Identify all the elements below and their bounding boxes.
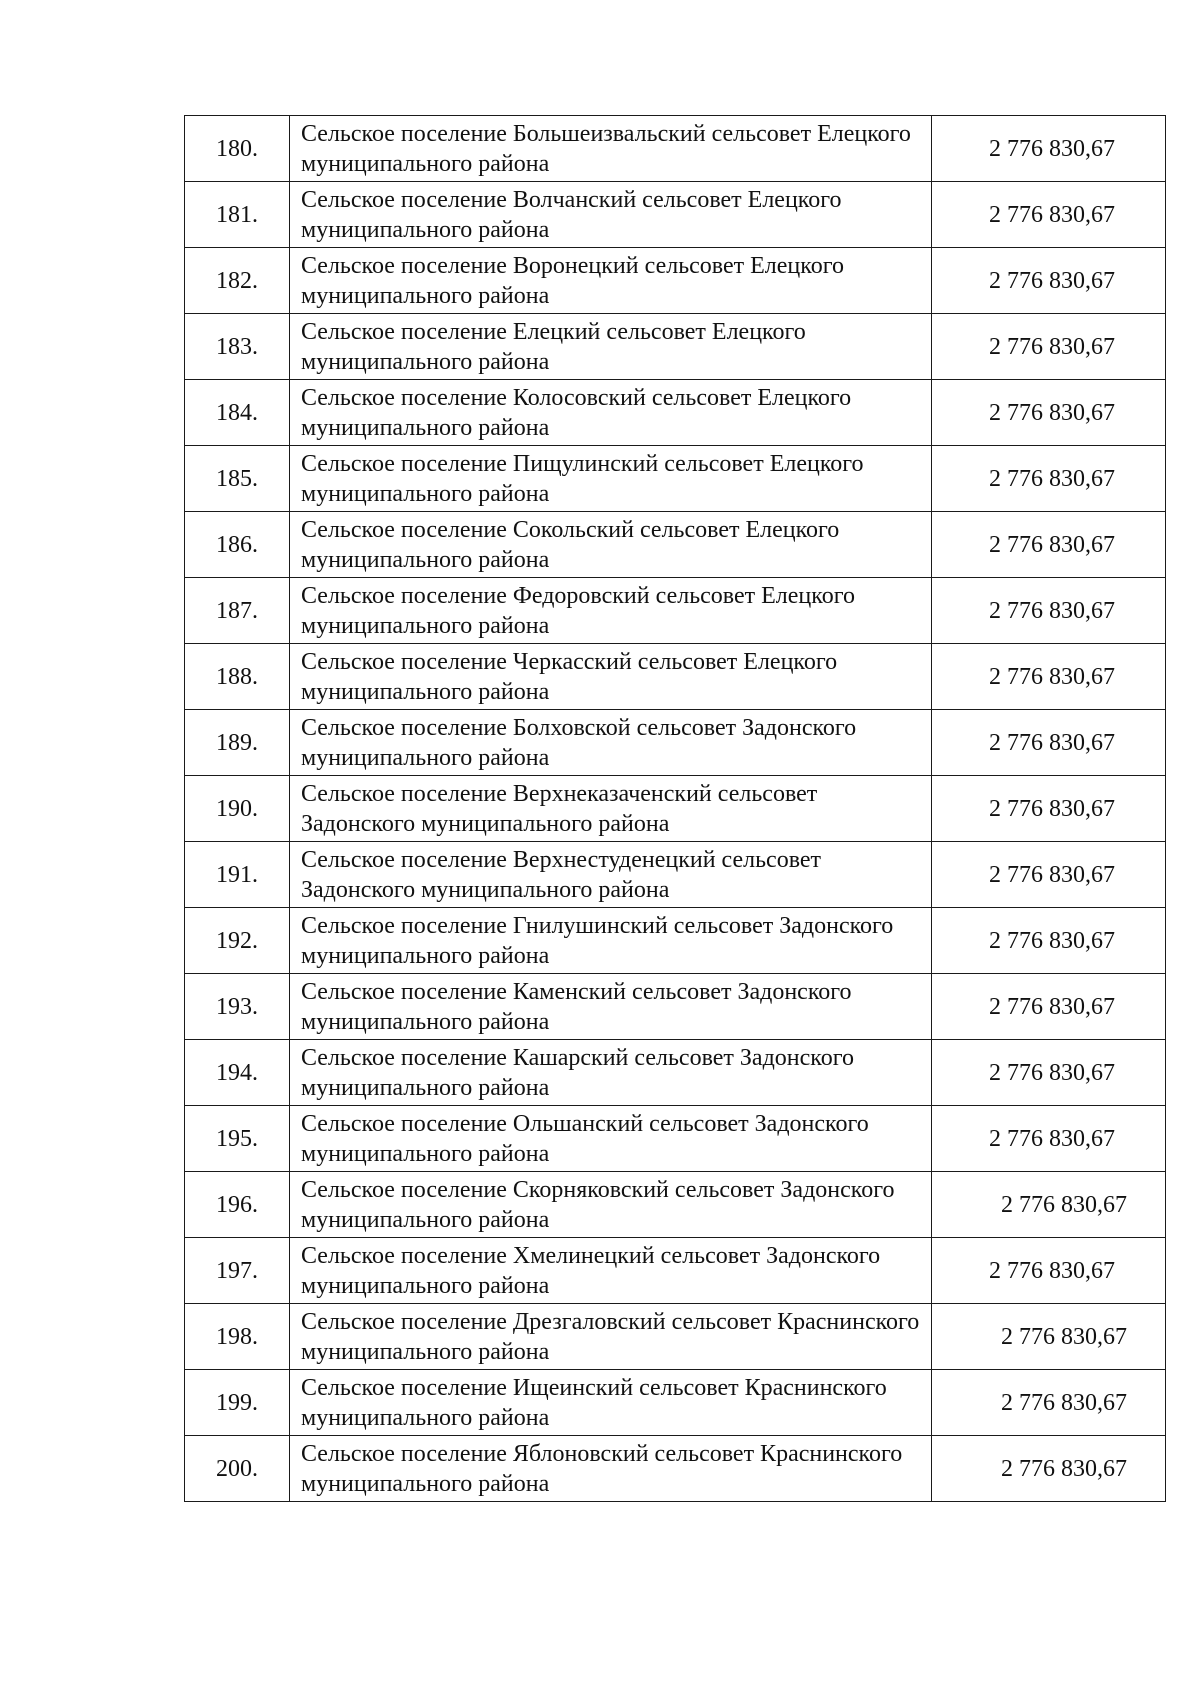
amount-cell — [932, 1238, 1166, 1304]
table-row — [185, 842, 1166, 908]
settlement-name-cell: Сельское поселение Болховской сельсовет Задонского муниципального района — [290, 710, 932, 776]
row-number-cell: 200. — [185, 1436, 290, 1502]
row-number-cell: 183. — [185, 314, 290, 380]
settlement-name-cell: Сельское поселение Кашарский сельсовет Задонского муниципального района — [290, 1040, 932, 1106]
row-number-cell: 197. — [185, 1238, 290, 1304]
row-number-cell: 191. — [185, 842, 290, 908]
row-number-cell: 181. — [185, 182, 290, 248]
amount-value: 2 776 830,67 — [989, 597, 1115, 624]
amount-cell — [932, 842, 1166, 908]
amount-cell — [932, 578, 1166, 644]
amount-value: 2 776 830,67 — [989, 729, 1115, 756]
amount-cell — [932, 908, 1166, 974]
amount-cell — [932, 380, 1166, 446]
amount-value: 2 776 830,67 — [989, 333, 1115, 360]
amount-value: 2 776 830,67 — [989, 201, 1115, 228]
settlement-name-cell: Сельское поселение Черкасский сельсовет Елецкого муниципального района — [290, 644, 932, 710]
amount-cell — [932, 248, 1166, 314]
amount-cell — [932, 512, 1166, 578]
table-row — [185, 248, 1166, 314]
amount-value: 2 776 830,67 — [989, 399, 1115, 426]
table-row — [185, 446, 1166, 512]
table-row — [185, 710, 1166, 776]
amount-value: 2 776 830,67 — [989, 861, 1115, 888]
allocation-table — [184, 115, 1166, 1502]
row-number-cell: 192. — [185, 908, 290, 974]
row-number-cell: 193. — [185, 974, 290, 1040]
amount-value: 2 776 830,67 — [1001, 1455, 1127, 1482]
row-number-cell: 198. — [185, 1304, 290, 1370]
amount-cell — [932, 1040, 1166, 1106]
row-number-cell: 190. — [185, 776, 290, 842]
row-number-cell: 196. — [185, 1172, 290, 1238]
table-row — [185, 380, 1166, 446]
amount-cell — [932, 974, 1166, 1040]
settlement-name-cell: Сельское поселение Пищулинский сельсовет Елецкого муниципального района — [290, 446, 932, 512]
amount-value: 2 776 830,67 — [989, 663, 1115, 690]
table-row — [185, 1172, 1166, 1238]
table-row — [185, 512, 1166, 578]
amount-value: 2 776 830,67 — [1001, 1323, 1127, 1350]
row-number-cell: 189. — [185, 710, 290, 776]
settlement-name-cell: Сельское поселение Сокольский сельсовет Елецкого муниципального района — [290, 512, 932, 578]
table-row — [185, 1304, 1166, 1370]
amount-cell — [932, 1106, 1166, 1172]
amount-value: 2 776 830,67 — [989, 1257, 1115, 1284]
settlement-name-cell: Сельское поселение Большеизвальский сельсовет Елецкого муниципального района — [290, 116, 932, 182]
table-row — [185, 974, 1166, 1040]
row-number-cell: 195. — [185, 1106, 290, 1172]
settlement-name-cell: Сельское поселение Скорняковский сельсовет Задонского муниципального района — [290, 1172, 932, 1238]
settlement-name-cell: Сельское поселение Дрезгаловский сельсовет Краснинского муниципального района — [290, 1304, 932, 1370]
amount-cell — [932, 776, 1166, 842]
row-number-cell: 188. — [185, 644, 290, 710]
amount-value: 2 776 830,67 — [1001, 1389, 1127, 1416]
row-number-cell: 194. — [185, 1040, 290, 1106]
settlement-name-cell: Сельское поселение Каменский сельсовет Задонского муниципального района — [290, 974, 932, 1040]
amount-value: 2 776 830,67 — [989, 1125, 1115, 1152]
table-row — [185, 644, 1166, 710]
amount-cell — [932, 314, 1166, 380]
settlement-name-cell: Сельское поселение Елецкий сельсовет Елецкого муниципального района — [290, 314, 932, 380]
table-row — [185, 1106, 1166, 1172]
amount-cell — [932, 182, 1166, 248]
table-row — [185, 116, 1166, 182]
settlement-name-cell: Сельское поселение Федоровский сельсовет Елецкого муниципального района — [290, 578, 932, 644]
table-row — [185, 908, 1166, 974]
settlement-name-cell: Сельское поселение Колосовский сельсовет Елецкого муниципального района — [290, 380, 932, 446]
row-number-cell: 186. — [185, 512, 290, 578]
settlement-name-cell: Сельское поселение Яблоновский сельсовет Краснинского муниципального района — [290, 1436, 932, 1502]
amount-cell — [932, 710, 1166, 776]
row-number-cell: 182. — [185, 248, 290, 314]
amount-cell — [932, 644, 1166, 710]
settlement-name-cell: Сельское поселение Верхнестуденецкий сельсовет Задонского муниципального района — [290, 842, 932, 908]
row-number-cell: 187. — [185, 578, 290, 644]
settlement-name-cell: Сельское поселение Ищеинский сельсовет Краснинского муниципального района — [290, 1370, 932, 1436]
settlement-name-cell: Сельское поселение Воронецкий сельсовет Елецкого муниципального района — [290, 248, 932, 314]
table-row — [185, 1436, 1166, 1502]
amount-cell — [932, 1436, 1166, 1502]
table-body — [185, 116, 1166, 1502]
amount-cell — [932, 1370, 1166, 1436]
amount-value: 2 776 830,67 — [1001, 1191, 1127, 1218]
table-row — [185, 1040, 1166, 1106]
settlement-name-cell: Сельское поселение Гнилушинский сельсовет Задонского муниципального района — [290, 908, 932, 974]
row-number-cell: 199. — [185, 1370, 290, 1436]
amount-value: 2 776 830,67 — [989, 465, 1115, 492]
table-row — [185, 776, 1166, 842]
settlement-name-cell: Сельское поселение Верхнеказаченский сельсовет Задонского муниципального района — [290, 776, 932, 842]
settlement-name-cell: Сельское поселение Хмелинецкий сельсовет Задонского муниципального района — [290, 1238, 932, 1304]
table-row — [185, 314, 1166, 380]
amount-cell — [932, 1304, 1166, 1370]
table-row — [185, 1238, 1166, 1304]
amount-value: 2 776 830,67 — [989, 993, 1115, 1020]
amount-value: 2 776 830,67 — [989, 927, 1115, 954]
amount-value: 2 776 830,67 — [989, 531, 1115, 558]
amount-cell — [932, 446, 1166, 512]
row-number-cell: 184. — [185, 380, 290, 446]
table-row — [185, 182, 1166, 248]
amount-value: 2 776 830,67 — [989, 795, 1115, 822]
row-number-cell: 185. — [185, 446, 290, 512]
settlement-name-cell: Сельское поселение Ольшанский сельсовет Задонского муниципального района — [290, 1106, 932, 1172]
amount-value: 2 776 830,67 — [989, 1059, 1115, 1086]
amount-value: 2 776 830,67 — [989, 135, 1115, 162]
amount-cell — [932, 116, 1166, 182]
row-number-cell: 180. — [185, 116, 290, 182]
settlement-name-cell: Сельское поселение Волчанский сельсовет Елецкого муниципального района — [290, 182, 932, 248]
amount-cell — [932, 1172, 1166, 1238]
table-row — [185, 578, 1166, 644]
amount-value: 2 776 830,67 — [989, 267, 1115, 294]
table-row — [185, 1370, 1166, 1436]
